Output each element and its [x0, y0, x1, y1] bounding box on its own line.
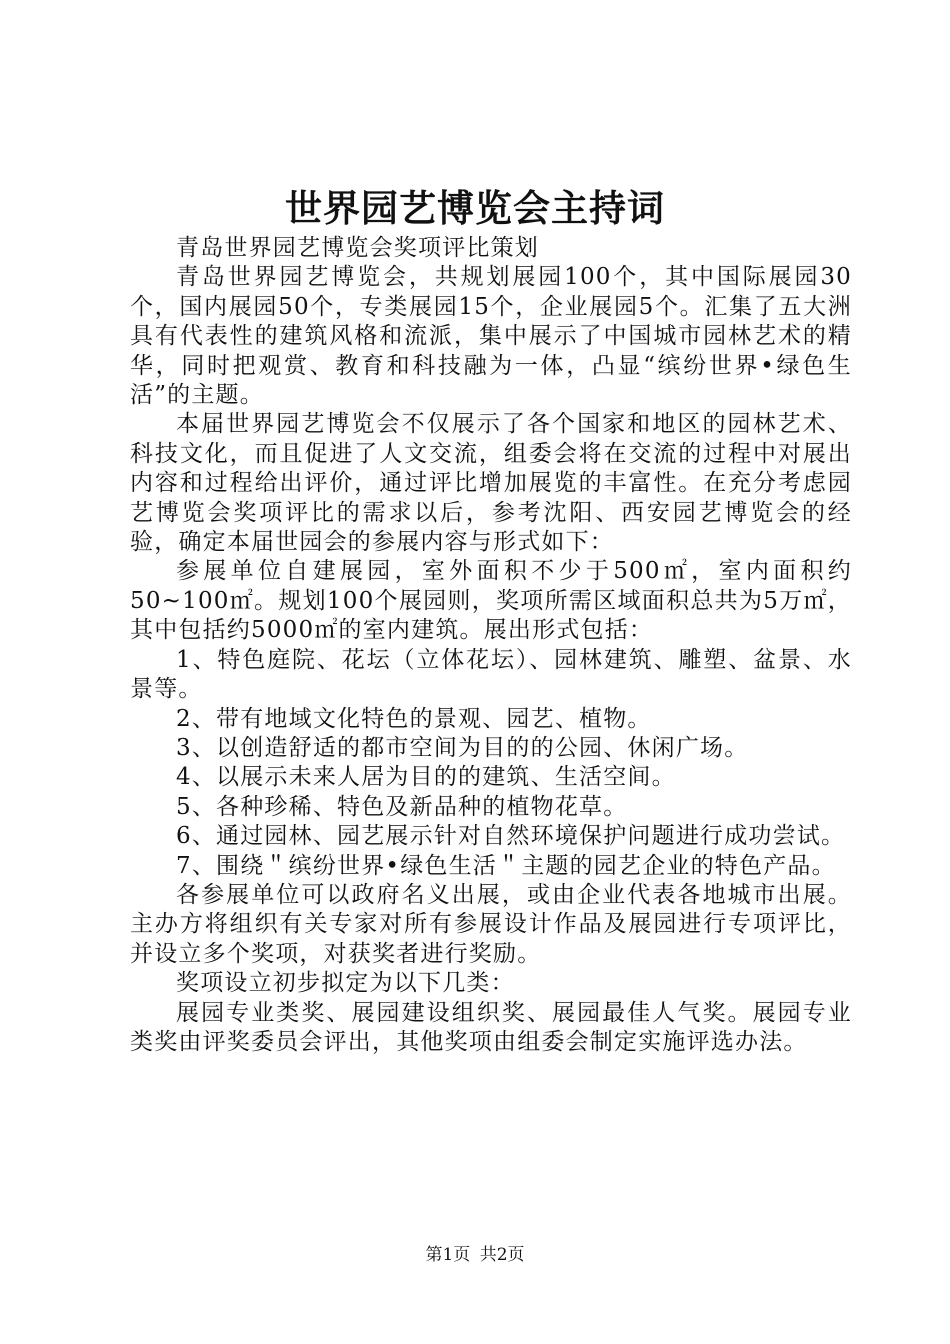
body-paragraph: 青岛世界园艺博览会，共规划展园100个，其中国际展园30个，国内展园50个，专类展园15个，企业展园5个。汇集了五大洲具有代表性的建筑风格和流派，集中展示了中国城市园林艺术的精华，同时把观赏、教育和科技融为一体，凸显“缤纷世界•绿色生活”的主题。 — [130, 264, 852, 409]
document-title: 世界园艺博览会主持词 — [285, 186, 665, 230]
body-paragraph: 各参展单位可以政府名义出展，或由企业代表各地城市出展。主办方将组织有关专家对所有参展设计作品及展园进行专项评比，并设立多个奖项，对获奖者进行奖励。 — [130, 881, 852, 967]
body-paragraph: 参展单位自建展园，室外面积不少于500㎡，室内面积约50~100㎡。规划100个展园则，奖项所需区域面积总共为5万㎡，其中包括约5000㎡的室内建筑。展出形式包括： — [130, 558, 852, 644]
list-item: 3、以创造舒适的都市空间为目的的公园、休闲广场。 — [176, 734, 749, 761]
body-paragraph: 展园专业类奖、展园建设组织奖、展园最佳人气奖。展园专业类奖由评奖委员会评出，其他奖项由组委会制定实施评选办法。 — [130, 999, 852, 1055]
body-paragraph: 奖项设立初步拟定为以下几类： — [176, 970, 515, 997]
list-item: 4、以展示未来人居为目的的建筑、生活空间。 — [176, 764, 676, 791]
page-number: 第1页 — [425, 1245, 471, 1265]
body-paragraph: 本届世界园艺博览会不仅展示了各个国家和地区的园林艺术、科技文化，而且促进了人文交流，组委会将在交流的过程中对展出内容和过程给出评价，通过评比增加展览的丰富性。在充分考虑园艺博览会奖项评比的需求以后，参考沈阳、西安园艺博览会的经验，确定本届世园会的参展内容与形式如下： — [130, 411, 852, 556]
list-item: 5、各种珍稀、特色及新品种的植物花草。 — [176, 793, 628, 820]
document-body — [130, 234, 852, 1057]
list-item: 7、围绕＂缤纷世界•绿色生活＂主题的园艺企业的特色产品。 — [176, 852, 836, 879]
list-item: 2、带有地域文化特色的景观、园艺、植物。 — [176, 705, 652, 732]
list-item: 6、通过园林、园艺展示针对自然环境保护问题进行成功尝试。 — [176, 823, 846, 850]
body-paragraph: 青岛世界园艺博览会奖项评比策划 — [176, 235, 539, 261]
page-footer — [0, 1243, 950, 1267]
list-item: 1、特色庭院、花坛（立体花坛）、园林建筑、雕塑、盆景、水景等。 — [130, 646, 852, 703]
page-total: 共2页 — [479, 1245, 525, 1265]
